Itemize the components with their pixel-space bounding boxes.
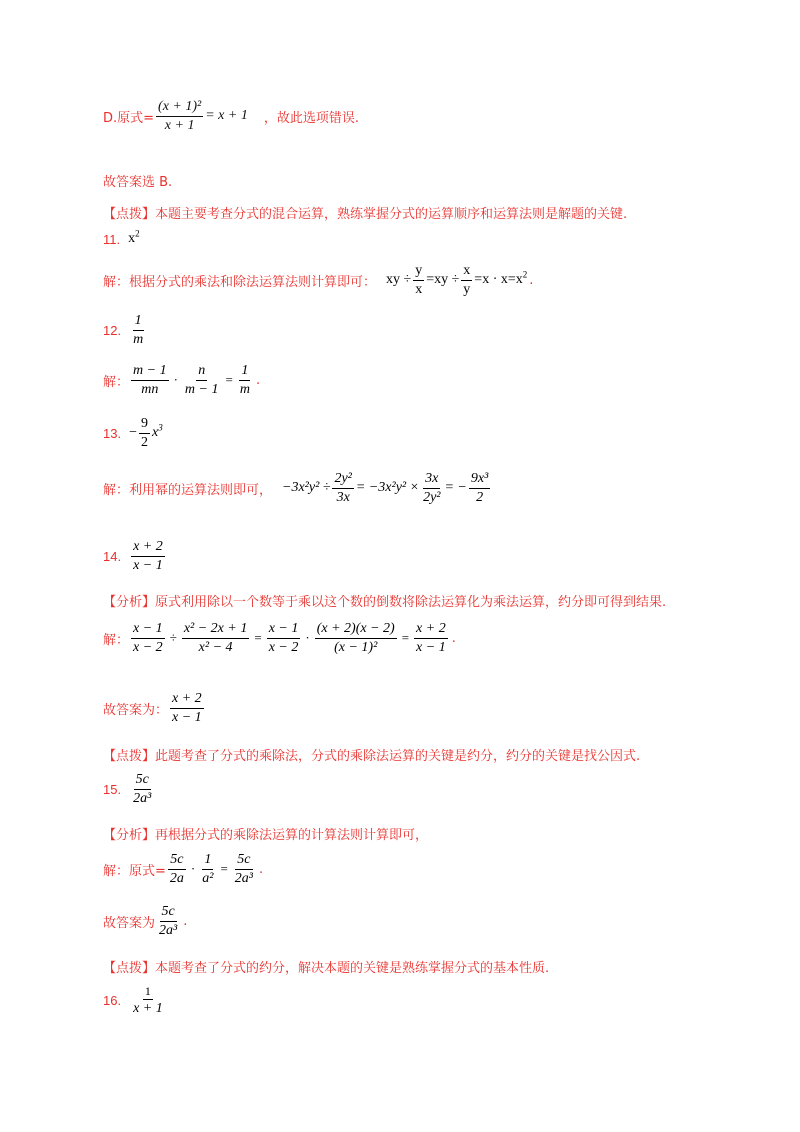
q14-answer-fraction (131, 538, 165, 574)
q15-fraction-1 (168, 851, 186, 887)
q15-analysis: 【分析】再根据分式的乘除法运算的计算法则计算即可， (103, 828, 429, 843)
d-option-fraction (156, 98, 203, 134)
q16-answer-line (103, 984, 167, 1018)
fraction-numerator: 1 (239, 362, 250, 381)
fraction-numerator: 5c (134, 771, 151, 790)
q11-expr-a: xy ÷ (386, 272, 412, 287)
q14-answer-line (103, 538, 167, 574)
fraction-denominator: 2 (476, 489, 484, 505)
q12-answer-line (103, 312, 147, 348)
q14-fraction-4 (315, 620, 397, 656)
q12-label: 12. (103, 322, 122, 338)
fraction-numerator: (x + 1)² (156, 98, 203, 117)
fraction-denominator: x (415, 281, 423, 297)
q16-answer-fraction (131, 984, 165, 1018)
q13-solution-prefix: 解：利用幂的运算法则即可， (103, 482, 273, 498)
fraction-denominator: x − 2 (133, 639, 163, 655)
fraction-numerator: 5c (160, 903, 177, 922)
q12-fraction-2 (183, 362, 221, 398)
q12-solution-prefix: 解： (103, 374, 130, 390)
q11-answer-line (103, 228, 140, 247)
q15-label: 15. (103, 781, 122, 797)
q14-fraction-3 (267, 620, 301, 656)
q11-end: . (529, 272, 534, 288)
q15-solution-prefix: 解：原式= (103, 863, 166, 879)
fraction-denominator: (x − 1)² (334, 639, 378, 655)
fraction-denominator: 2a³ (234, 870, 253, 886)
q11-answer-base: x (128, 231, 136, 246)
q11-answer-exponent: 2 (135, 228, 140, 239)
q14-fraction-2 (182, 620, 250, 656)
q14-end: . (451, 630, 456, 646)
q16-label: 16. (103, 993, 122, 1009)
q12-fraction-3 (238, 362, 252, 398)
q14-dot: · (305, 630, 310, 645)
q14-final-prefix: 故答案为： (103, 702, 169, 718)
fraction-denominator: m (133, 331, 144, 347)
q11-expr-c-exponent: 2 (522, 269, 528, 280)
q14-fraction-5 (414, 620, 448, 656)
q13-mid: = −3x²y² × (355, 480, 420, 495)
q15-answer-fraction (131, 771, 153, 807)
q13-fraction-3 (469, 470, 490, 506)
q13-answer-fraction (139, 415, 150, 451)
fraction-denominator: x − 1 (416, 639, 446, 655)
q13-fraction-2 (421, 470, 442, 506)
q14-div: ÷ (169, 630, 177, 645)
q11-fraction-1 (413, 262, 424, 298)
fraction-numerator: 2y² (332, 470, 353, 489)
q11-fraction-2 (461, 262, 472, 298)
q12-end: . (255, 372, 261, 388)
fraction-denominator: x + 1 (133, 1001, 163, 1016)
fraction-numerator: 5c (235, 851, 252, 870)
q13-answer-var (151, 422, 163, 441)
q13-answer-var-exponent: 3 (158, 422, 163, 433)
fraction-numerator: 3x (423, 470, 440, 489)
fraction-numerator: x − 1 (131, 620, 165, 639)
fraction-denominator: x − 1 (172, 709, 202, 725)
fraction-numerator: 1 (133, 312, 144, 331)
q11-expr-c-base: =x · x=x (474, 272, 523, 287)
q13-answer-line (103, 415, 163, 451)
fraction-numerator: x (461, 262, 472, 281)
d-option-suffix: ，故此选项错误. (263, 110, 359, 126)
fraction-numerator: x² − 2x + 1 (182, 620, 250, 639)
d-option-rhs: = x + 1 (205, 108, 248, 123)
q15-eq: = (220, 861, 228, 876)
fraction-denominator: m (239, 381, 250, 397)
q13-expr: −3x²y² ÷ (282, 480, 331, 495)
q14-label: 14. (103, 548, 122, 564)
fraction-numerator: x − 1 (267, 620, 301, 639)
q15-final-prefix: 故答案为 (103, 915, 156, 931)
fraction-denominator: x + 1 (164, 117, 195, 133)
fraction-numerator: 9x³ (469, 470, 490, 489)
q13-eq: = − (444, 480, 467, 495)
q12-fraction-1 (131, 362, 169, 398)
answer-b: 故答案选 B. (103, 175, 173, 190)
comment-10: 【点拨】本题主要考查分式的混合运算，熟练掌握分式的运算顺序和运算法则是解题的关键. (103, 207, 628, 222)
q11-expr-b: =xy ÷ (426, 272, 460, 287)
q14-analysis: 【分析】原式利用除以一个数等于乘以这个数的倒数将除法运算化为乘法运算，约分即可得到结果. (103, 595, 667, 610)
fraction-numerator: y (413, 262, 424, 281)
fraction-numerator: (x + 2)(x − 2) (315, 620, 397, 639)
q12-dot: · (173, 372, 178, 387)
q11-expr-c (474, 269, 528, 288)
fraction-numerator: x + 2 (131, 538, 165, 557)
q11-label: 11. (103, 231, 121, 247)
q11-answer (128, 228, 140, 247)
fraction-numerator: m − 1 (131, 362, 169, 381)
q14-eq1: = (254, 630, 262, 645)
fraction-numerator: x + 2 (170, 690, 204, 709)
fraction-denominator: y (463, 281, 471, 297)
fraction-denominator: 2 (140, 434, 148, 450)
q15-solution-line (103, 851, 263, 887)
q14-solution-line (103, 620, 456, 656)
d-option-prefix: D.原式= (103, 110, 155, 126)
q14-eq2: = (401, 630, 410, 645)
fraction-denominator: 2a³ (133, 790, 152, 806)
q12-solution-line (103, 362, 260, 398)
fraction-denominator: x − 2 (268, 639, 299, 655)
q13-solution-line (103, 470, 492, 506)
fraction-numerator: x + 2 (414, 620, 448, 639)
q14-comment: 【点拨】此题考查了分式的乘除法，分式的乘除法运算的关键是约分，约分的关键是找公因式. (103, 749, 641, 764)
q13-answer-var-base: x (151, 425, 159, 440)
q15-final-line (103, 903, 187, 939)
fraction-numerator: 1 (144, 984, 151, 998)
fraction-denominator: m − 1 (184, 381, 219, 397)
fraction-denominator: mn (141, 381, 159, 397)
q15-end: . (259, 861, 264, 877)
q12-eq: = (225, 372, 233, 387)
fraction-denominator: x² − 4 (198, 639, 233, 655)
q15-final-end: . (183, 913, 188, 929)
q14-final-fraction (170, 690, 204, 726)
q13-label: 13. (103, 425, 122, 441)
q15-fraction-2 (200, 851, 215, 887)
q13-answer-sign: − (129, 425, 137, 440)
fraction-numerator: 9 (139, 415, 150, 434)
q14-final-line (103, 690, 206, 726)
q15-dot: · (190, 861, 196, 876)
q12-answer-fraction (131, 312, 145, 348)
fraction-numerator: n (196, 362, 207, 381)
q15-answer-line (103, 771, 155, 807)
d-option-line (103, 98, 359, 134)
fraction-denominator: a² (202, 870, 214, 886)
fraction-numerator: 1 (202, 851, 213, 870)
q11-solution-prefix: 解：根据分式的乘法和除法运算法则计算即可： (103, 274, 377, 290)
q14-fraction-1 (131, 620, 165, 656)
q15-comment: 【点拨】本题考查了分式的约分，解决本题的关键是熟练掌握分式的基本性质. (103, 961, 550, 976)
fraction-denominator: x − 1 (133, 557, 163, 573)
fraction-denominator: 2y² (423, 489, 441, 505)
q14-solution-prefix: 解： (103, 632, 130, 648)
q15-fraction-3 (233, 851, 255, 887)
q15-final-fraction (157, 903, 179, 939)
fraction-denominator: 3x (336, 489, 350, 505)
q11-solution-line (103, 262, 533, 298)
fraction-denominator: 2a (169, 870, 184, 886)
q13-fraction-1 (332, 470, 353, 506)
fraction-denominator: 2a³ (159, 922, 178, 938)
fraction-numerator: 5c (168, 851, 185, 870)
